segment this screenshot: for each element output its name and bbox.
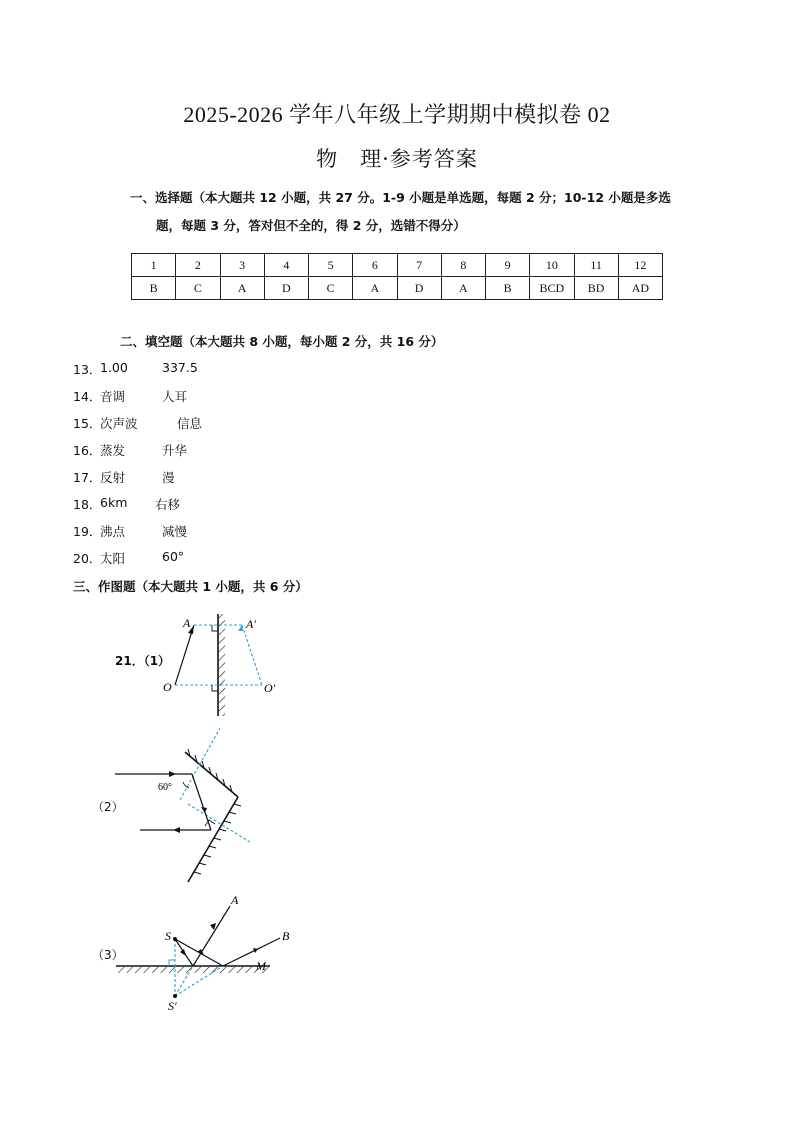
table-cell: B — [486, 277, 530, 300]
section3-heading: 三、作图题（本大题共 1 小题，共 6 分） — [73, 579, 308, 594]
answer-value: 音调 — [100, 389, 126, 404]
answer-value: 蒸发 — [100, 443, 126, 458]
table-cell: 7 — [397, 254, 441, 277]
normal-lines — [180, 728, 250, 842]
table-cell: A — [220, 277, 264, 300]
plane-mirror — [116, 966, 270, 973]
table-cell: 4 — [264, 254, 308, 277]
table-cell: 8 — [441, 254, 485, 277]
light-rays — [175, 906, 280, 966]
table-cell: 3 — [220, 254, 264, 277]
table-cell: AD — [618, 277, 662, 300]
answer-value: 漫 — [162, 470, 175, 485]
label-O: O — [163, 680, 172, 694]
question-21-2-label: （2） — [92, 800, 124, 814]
table-cell: B — [132, 277, 176, 300]
table-cell: BD — [574, 277, 618, 300]
table-cell: 6 — [353, 254, 397, 277]
right-angle-mark — [212, 625, 218, 631]
right-angle-mark — [212, 685, 218, 691]
table-cell: 2 — [176, 254, 220, 277]
answer-value: 信息 — [177, 416, 203, 431]
question-21-label: 21．（1） — [115, 654, 171, 668]
answer-value: 反射 — [100, 470, 126, 485]
plane-mirror — [218, 614, 225, 716]
object-arrow — [175, 625, 194, 685]
page-subtitle: 物 理·参考答案 — [316, 147, 478, 171]
table-cell: 11 — [574, 254, 618, 277]
page-title: 2025-2026 学年八年级上学期期中模拟卷 02 — [183, 102, 611, 127]
table-cell: BCD — [530, 277, 574, 300]
table-cell: C — [176, 277, 220, 300]
answer-value: 次声波 — [100, 416, 138, 431]
answer-value: 6km — [100, 495, 128, 510]
image-point — [173, 994, 177, 998]
section1-heading: 一、选择题（本大题共 12 小题，共 27 分。1-9 小题是单选题，每题 2 分；10-12 小题是多选 — [130, 190, 671, 205]
label-S-prime: S′ — [168, 999, 177, 1013]
angle-label: 60° — [158, 782, 172, 793]
answer-value: 337.5 — [162, 360, 198, 375]
point-source-diagram — [110, 862, 310, 1022]
table-cell: A — [441, 277, 485, 300]
answer-number: 20． — [73, 551, 102, 566]
label-A-prime: A′ — [246, 617, 256, 631]
answer-number: 13． — [73, 362, 102, 377]
arrow-head — [169, 771, 176, 777]
answer-value: 1.00 — [100, 360, 128, 375]
arrow-head — [180, 949, 186, 956]
table-cell: 1 — [132, 254, 176, 277]
table-row-answers — [132, 277, 663, 300]
answer-number: 15． — [73, 416, 102, 431]
mirror-image-diagram — [150, 610, 300, 720]
answer-value: 60° — [162, 549, 185, 564]
answer-value: 人耳 — [162, 389, 188, 404]
label-M: M — [256, 959, 266, 973]
label-S: S — [165, 929, 171, 943]
table-cell: D — [397, 277, 441, 300]
answer-value: 右移 — [155, 497, 181, 512]
arrow-head — [210, 923, 216, 930]
answer-number: 16． — [73, 443, 102, 458]
table-row-numbers — [132, 254, 663, 277]
table-cell: 5 — [309, 254, 353, 277]
right-angle-mark — [205, 820, 215, 826]
answer-value: 太阳 — [100, 551, 126, 566]
answer-table — [131, 253, 663, 300]
table-cell: A — [353, 277, 397, 300]
table-cell: 10 — [530, 254, 574, 277]
table-cell: 9 — [486, 254, 530, 277]
answer-value: 减慢 — [162, 524, 188, 539]
answer-number: 18． — [73, 497, 102, 512]
label-B: B — [282, 929, 290, 943]
label-A: A — [231, 893, 239, 907]
label-O-prime: O′ — [264, 681, 276, 695]
table-cell: C — [309, 277, 353, 300]
table-cell: 12 — [618, 254, 662, 277]
answer-number: 17． — [73, 470, 102, 485]
arrow-head — [173, 827, 180, 833]
answer-value: 升华 — [162, 443, 188, 458]
right-angle-mark — [169, 960, 175, 966]
answer-number: 19． — [73, 524, 102, 539]
table-cell: D — [264, 277, 308, 300]
answer-number: 14． — [73, 389, 102, 404]
section2-heading: 二、填空题（本大题共 8 小题，每小题 2 分，共 16 分） — [120, 334, 444, 349]
question-21-3-label: （3） — [92, 948, 124, 962]
answer-value: 沸点 — [100, 524, 126, 539]
section1-heading-cont: 题，每题 3 分，答对但不全的，得 2 分，选错不得分） — [156, 218, 466, 233]
label-A: A — [183, 616, 191, 630]
mirror-1 — [185, 749, 238, 797]
